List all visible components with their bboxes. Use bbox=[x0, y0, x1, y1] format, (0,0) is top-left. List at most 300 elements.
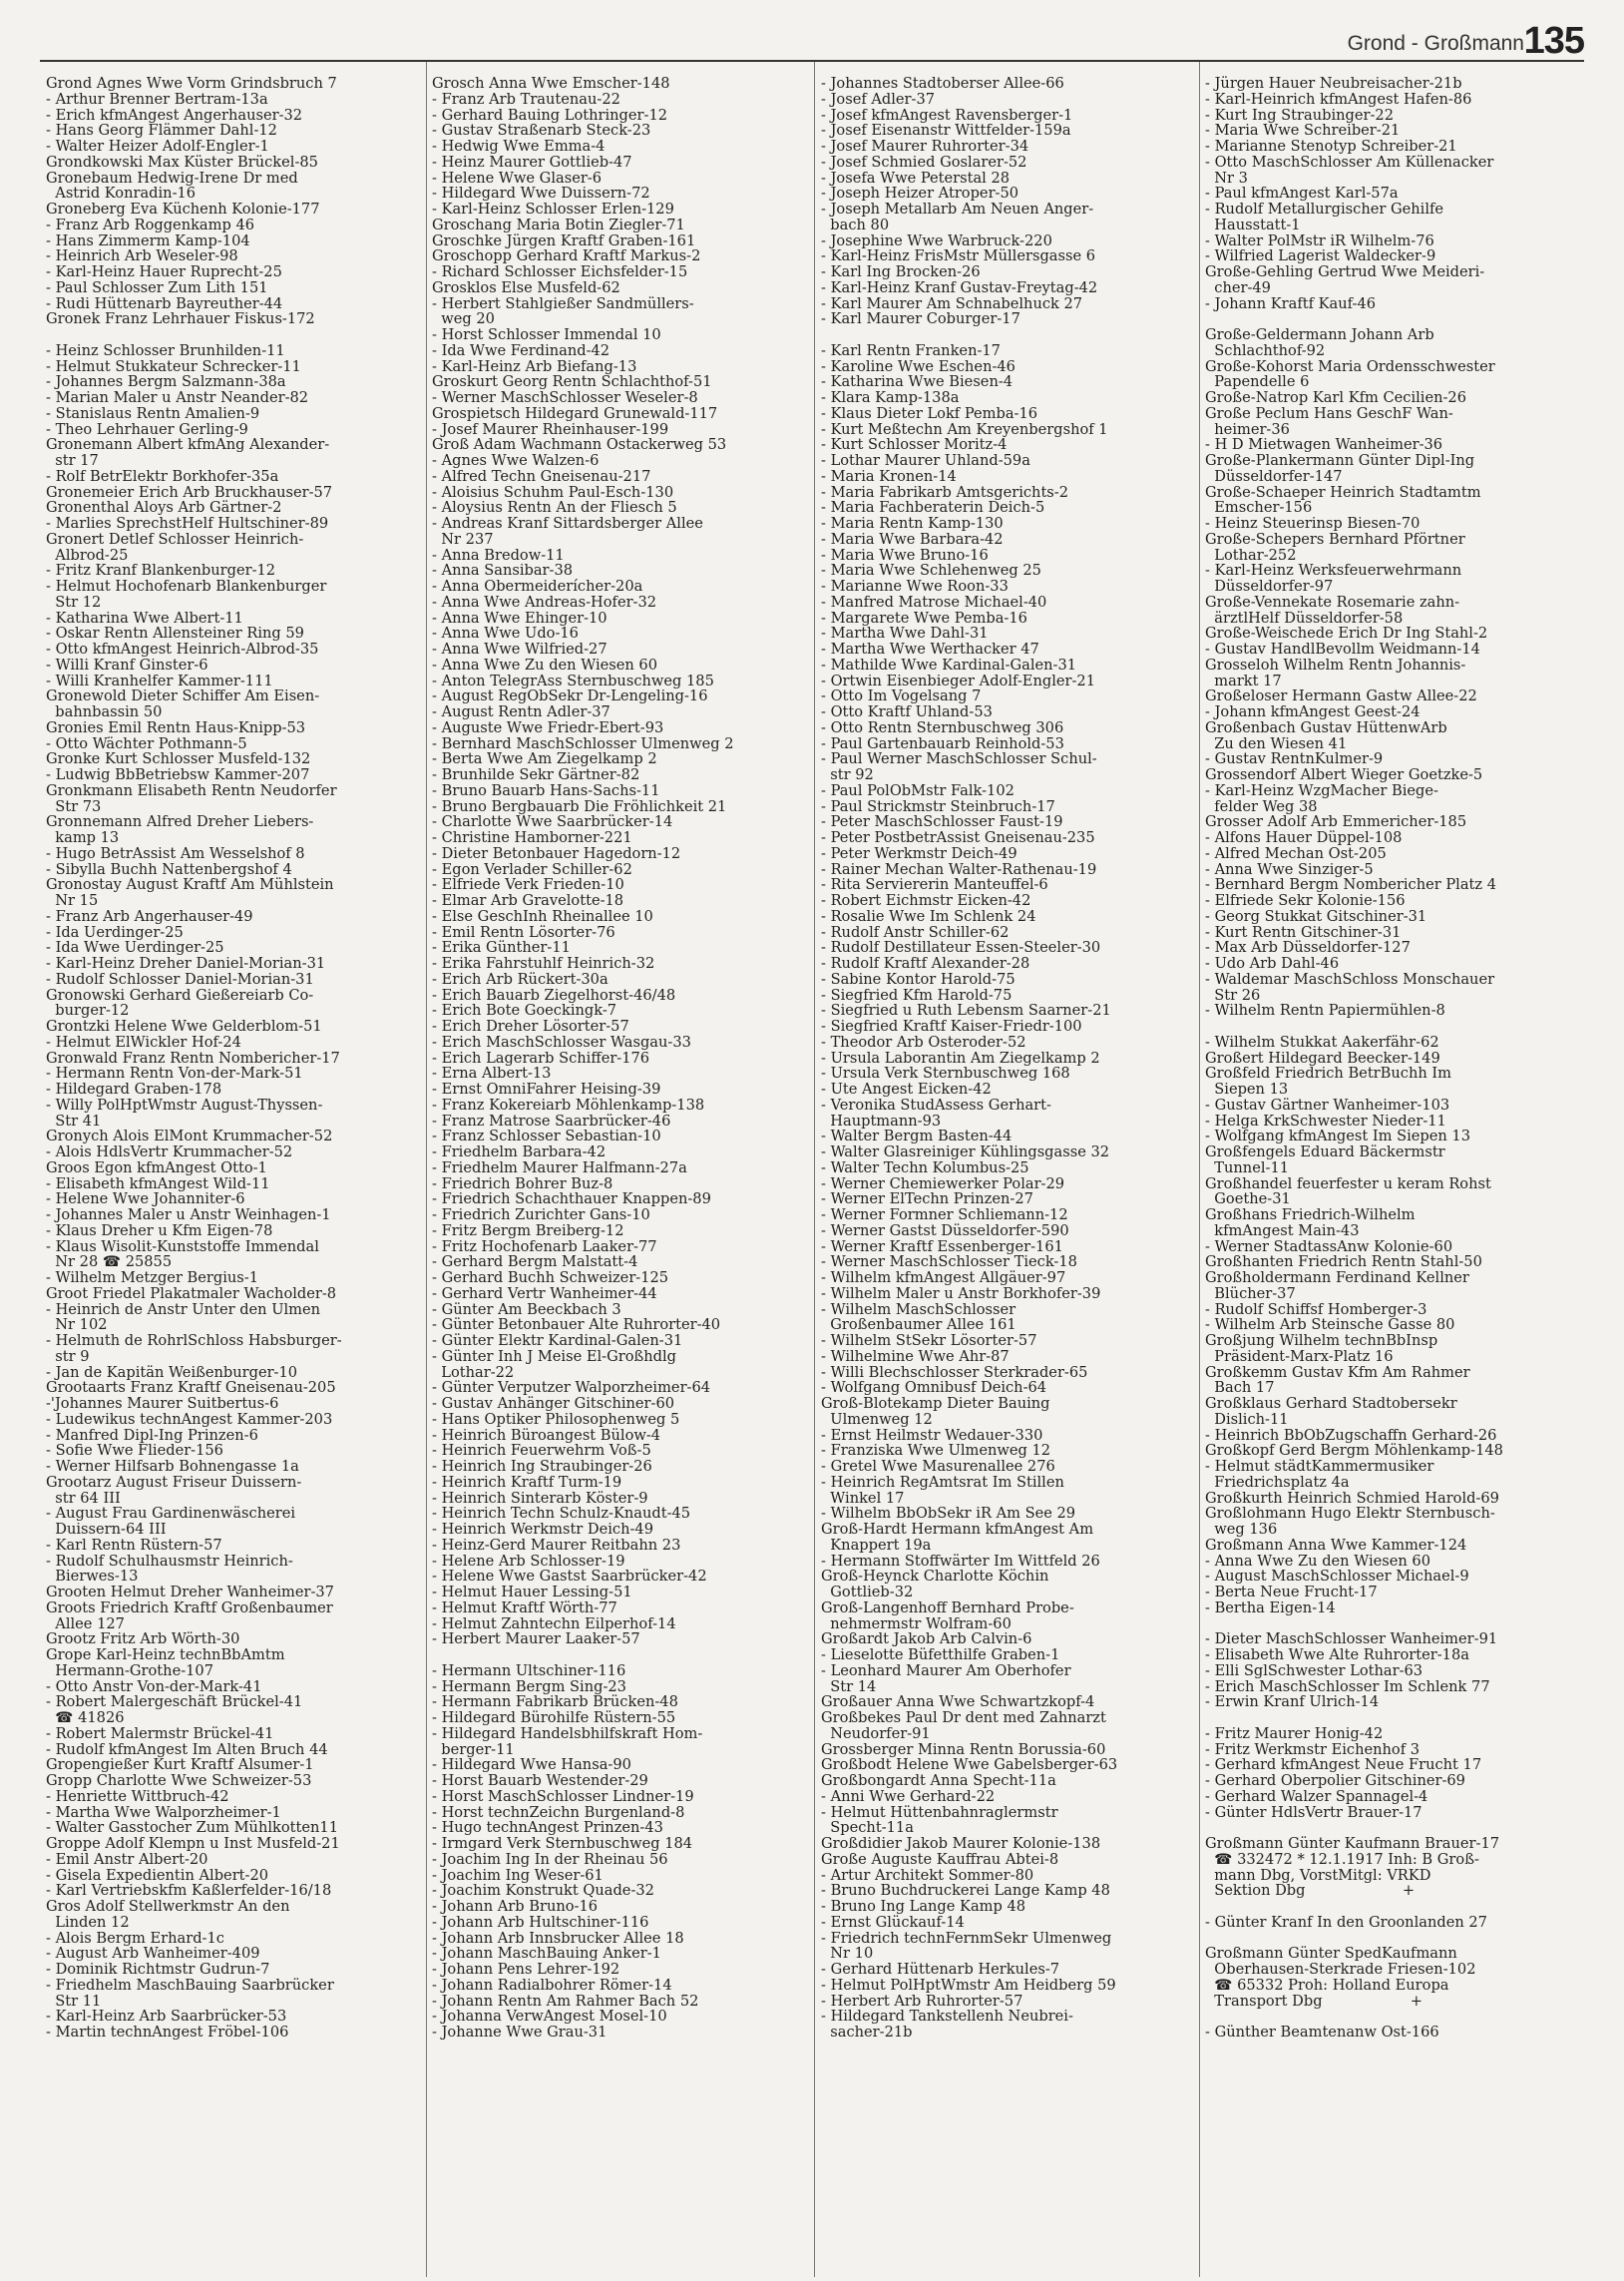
directory-entry: - Oskar Rentn Allensteiner Ring 59 bbox=[46, 626, 304, 642]
directory-entry: - Gerhard Bauing Lothringer-12 bbox=[432, 107, 668, 124]
directory-entry: - Helmut Hüttenbahnraglermstr bbox=[821, 1804, 1058, 1821]
directory-entry: - Franz Matrose Saarbrücker-46 bbox=[432, 1113, 671, 1130]
directory-entry: Gottlieb-32 bbox=[821, 1585, 914, 1600]
directory-entry: - Anna Wwe Sinziger-5 bbox=[1205, 861, 1374, 878]
directory-entry: Düsseldorfer-97 bbox=[1205, 579, 1334, 595]
directory-entry: - Georg Stukkat Gitschiner-31 bbox=[1205, 908, 1427, 925]
directory-entry: - Martha Wwe Walporzheimer-1 bbox=[46, 1804, 281, 1821]
directory-entry: - Wilfried Lagerist Waldecker-9 bbox=[1205, 248, 1436, 264]
directory-entry: - Wilhelm Metzger Bergius-1 bbox=[46, 1270, 259, 1286]
directory-entry: - Klaus Dieter Lokf Pemba-16 bbox=[821, 405, 1038, 422]
directory-entry: - Siegfried u Ruth Lebensm Saarner-21 bbox=[821, 1003, 1111, 1019]
directory-entry: - August Rentn Adler-37 bbox=[432, 704, 610, 720]
directory-entry: Großkopf Gerd Bergm Möhlenkamp-148 bbox=[1205, 1443, 1503, 1459]
directory-entry: - Franz Kokereiarb Möhlenkamp-138 bbox=[432, 1097, 705, 1114]
directory-entry: - Friedrich technFernmSekr Ulmenweg bbox=[821, 1930, 1112, 1947]
directory-entry: - Robert Malergeschäft Brückel-41 bbox=[46, 1694, 303, 1710]
directory-entry: - Egon Verlader Schiller-62 bbox=[432, 861, 632, 878]
directory-entry: - Wilhelm StSekr Lösorter-57 bbox=[821, 1333, 1037, 1349]
directory-entry: Knappert 19a bbox=[821, 1537, 932, 1554]
directory-entry: - Ida Wwe Uerdinger-25 bbox=[46, 940, 224, 956]
directory-entry: - Katharina Wwe Albert-11 bbox=[46, 610, 243, 627]
directory-entry: - Heinrich BbObZugschaffn Gerhard-26 bbox=[1205, 1427, 1497, 1444]
directory-entry: Str 12 bbox=[46, 594, 102, 611]
directory-entry: - Hans Zimmerm Kamp-104 bbox=[46, 232, 250, 249]
directory-entry: - Anna Wwe Zu den Wiesen 60 bbox=[1205, 1553, 1430, 1570]
directory-entry: - Franz Schlosser Sebastian-10 bbox=[432, 1129, 661, 1144]
directory-entry: - Gerhard kfmAngest Neue Frucht 17 bbox=[1205, 1757, 1482, 1773]
directory-entry: Große Auguste Kauffrau Abtei-8 bbox=[821, 1851, 1059, 1868]
directory-entry: - Heinz Schlosser Brunhilden-11 bbox=[46, 342, 285, 359]
directory-entry: - Peter Werkmstr Deich-49 bbox=[821, 845, 1017, 862]
directory-entry: Großbodt Helene Wwe Gabelsberger-63 bbox=[821, 1757, 1118, 1773]
directory-entry: - Joseph Metallarb Am Neuen Anger- bbox=[821, 202, 1094, 218]
directory-entry: Papendelle 6 bbox=[1205, 374, 1310, 390]
directory-entry: - Maria Kronen-14 bbox=[821, 468, 957, 485]
directory-entry: Gronies Emil Rentn Haus-Knipp-53 bbox=[46, 719, 306, 736]
directory-entry: - Josef Maurer Rheinhauser-199 bbox=[432, 421, 669, 438]
directory-entry: - Heinrich Sinterarb Köster-9 bbox=[432, 1490, 648, 1507]
directory-entry: - Heinrich de Anstr Unter den Ulmen bbox=[46, 1301, 321, 1318]
directory-entry: - Marian Maler u Anstr Neander-82 bbox=[46, 390, 309, 406]
directory-entry: - Ida Uerdinger-25 bbox=[46, 924, 184, 941]
directory-entry: - Kurt Rentn Gitschiner-31 bbox=[1205, 924, 1402, 941]
directory-entry: Siepen 13 bbox=[1205, 1082, 1289, 1098]
directory-entry: Groneberg Eva Küchenh Kolonie-177 bbox=[46, 202, 320, 218]
directory-entry: - Else GeschInh Rheinallee 10 bbox=[432, 908, 653, 925]
directory-entry: Ulmenweg 12 bbox=[821, 1411, 933, 1428]
directory-entry: Großert Hildegard Beecker-149 bbox=[1205, 1050, 1440, 1067]
directory-entry: - Horst MaschSchlosser Lindner-19 bbox=[432, 1788, 694, 1805]
directory-entry: Großfeld Friedrich BetrBuchh Im bbox=[1205, 1066, 1451, 1082]
directory-entry: Grospietsch Hildegard Grunewald-117 bbox=[432, 405, 718, 422]
directory-entry: - Theodor Arb Osteroder-52 bbox=[821, 1034, 1026, 1051]
directory-entry: - Wilhelm MaschSchlosser bbox=[821, 1301, 1016, 1318]
directory-entry: - Werner Chemiewerker Polar-29 bbox=[821, 1175, 1065, 1192]
directory-entry: - Werner Gastst Düsseldorfer-590 bbox=[821, 1222, 1069, 1239]
directory-entry: - Willi Kranhelfer Kammer-111 bbox=[46, 673, 273, 689]
directory-entry: - Ernst OmniFahrer Heising-39 bbox=[432, 1082, 661, 1098]
directory-entry: Grosch Anna Wwe Emscher-148 bbox=[432, 76, 670, 92]
directory-entry: Gropp Charlotte Wwe Schweizer-53 bbox=[46, 1773, 312, 1789]
directory-entry: Nr 10 bbox=[821, 1946, 874, 1962]
directory-entry: - Auguste Wwe Friedr-Ebert-93 bbox=[432, 719, 664, 736]
directory-entry: Groots Friedrich Kraftf Großenbaumer bbox=[46, 1599, 333, 1616]
directory-entry: - Karl-Heinz Kranf Gustav-Freytag-42 bbox=[821, 279, 1098, 296]
directory-entry: Großmann Günter Kaufmann Brauer-17 bbox=[1205, 1836, 1500, 1852]
directory-entry: - Heinrich Feuerwehrm Voß-5 bbox=[432, 1443, 651, 1459]
directory-entry: - August MaschSchlosser Michael-9 bbox=[1205, 1569, 1469, 1585]
directory-entry: Groschang Maria Botin Ziegler-71 bbox=[432, 217, 685, 233]
directory-entry: - Johanne Wwe Grau-31 bbox=[432, 2025, 608, 2041]
directory-entry: - Anna Obermeiderícher-20a bbox=[432, 579, 643, 595]
page-number: 135 bbox=[1523, 20, 1584, 62]
directory-entry: mann Dbg, VorstMitgl: VRKD bbox=[1205, 1867, 1431, 1884]
directory-entry: Nr 237 bbox=[432, 531, 494, 548]
directory-entry: - Erich MaschSchlosser Im Schlenk 77 bbox=[1205, 1678, 1490, 1695]
directory-entry: - Irmgard Verk Sternbuschweg 184 bbox=[432, 1836, 693, 1852]
directory-entry: - Helmut Hochofenarb Blankenburger bbox=[46, 579, 327, 595]
directory-entry: - Sibylla Buchh Nattenbergshof 4 bbox=[46, 861, 292, 878]
directory-entry: - Anna Sansibar-38 bbox=[432, 563, 574, 579]
directory-entry: - Paul Schlosser Zum Lith 151 bbox=[46, 279, 268, 296]
directory-entry: - Hildegard Wwe Duissern-72 bbox=[432, 186, 650, 202]
directory-entry: - Anna Wwe Ehinger-10 bbox=[432, 610, 608, 627]
directory-entry: Gronert Detlef Schlosser Heinrich- bbox=[46, 531, 304, 548]
directory-entry: - Herbert Arb Ruhrorter-57 bbox=[821, 1993, 1023, 2010]
directory-entry: - Helmut Zahntechn Eilperhof-14 bbox=[432, 1615, 676, 1632]
directory-entry: - Elfriede Sekr Kolonie-156 bbox=[1205, 893, 1406, 909]
directory-entry: - Johann MaschBauing Anker-1 bbox=[432, 1946, 661, 1962]
directory-entry: - Elisabeth Wwe Alte Ruhrorter-18a bbox=[1205, 1647, 1469, 1663]
directory-entry: - Karl-Heinz Werksfeuerwehrmann bbox=[1205, 563, 1462, 579]
directory-entry: - Hildegard Tankstellenh Neubrei- bbox=[821, 2009, 1073, 2025]
directory-entry: - Helene Arb Schlosser-19 bbox=[432, 1553, 625, 1570]
directory-entry: - Günter Am Beeckbach 3 bbox=[432, 1301, 621, 1318]
directory-entry: - Johann Rentn Am Rahmer Bach 52 bbox=[432, 1993, 699, 2010]
directory-entry: - Hedwig Wwe Emma-4 bbox=[432, 139, 606, 155]
directory-entry: Gropengießer Kurt Kraftf Alsumer-1 bbox=[46, 1757, 314, 1773]
directory-entry: - Hermann Stoffwärter Im Wittfeld 26 bbox=[821, 1553, 1100, 1570]
directory-entry: Groppe Adolf Klempn u Inst Musfeld-21 bbox=[46, 1836, 340, 1852]
directory-entry: Große-Schaeper Heinrich Stadtamtm bbox=[1205, 484, 1481, 501]
directory-entry: burger-12 bbox=[46, 1003, 130, 1019]
directory-entry: - Udo Arb Dahl-46 bbox=[1205, 956, 1340, 972]
directory-entry: - Günter Betonbauer Alte Ruhrorter-40 bbox=[432, 1317, 721, 1333]
directory-entry: - Wilhelm Maler u Anstr Borkhofer-39 bbox=[821, 1285, 1101, 1302]
directory-entry: - August Arb Wanheimer-409 bbox=[46, 1946, 260, 1962]
directory-entry: markt 17 bbox=[1205, 673, 1282, 689]
directory-entry: - Mathilde Wwe Kardinal-Galen-31 bbox=[821, 657, 1077, 674]
directory-entry: - Ida Wwe Ferdinand-42 bbox=[432, 342, 610, 359]
directory-entry: - Theo Lehrhauer Gerling-9 bbox=[46, 421, 248, 438]
directory-entry: - Karl-Heinz Arb Saarbrücker-53 bbox=[46, 2009, 287, 2025]
directory-entry: - Henriette Wittbruch-42 bbox=[46, 1788, 229, 1805]
directory-entry: - Karl-Heinrich kfmAngest Hafen-86 bbox=[1205, 91, 1472, 108]
directory-entry: - Elisabeth kfmAngest Wild-11 bbox=[46, 1175, 270, 1192]
directory-entry: Großjung Wilhelm technBbInsp bbox=[1205, 1333, 1438, 1349]
directory-entry: - Gustav HandlBevollm Weidmann-14 bbox=[1205, 642, 1480, 658]
directory-entry: - Gerhard Oberpolier Gitschiner-69 bbox=[1205, 1773, 1465, 1789]
directory-entry: str 17 bbox=[46, 453, 99, 469]
directory-entry: - Hildegard Bürohilfe Rüstern-55 bbox=[432, 1710, 676, 1726]
directory-entry: Großdidier Jakob Maurer Kolonie-138 bbox=[821, 1836, 1101, 1852]
directory-entry: sacher-21b bbox=[821, 2025, 913, 2041]
directory-entry: Grossendorf Albert Wieger Goetzke-5 bbox=[1205, 767, 1483, 783]
directory-entry: - Walter Techn Kolumbus-25 bbox=[821, 1159, 1029, 1176]
directory-entry: Großauer Anna Wwe Schwartzkopf-4 bbox=[821, 1694, 1095, 1710]
directory-entry: - Siegfried Kfm Harold-75 bbox=[821, 987, 1013, 1004]
directory-entry: - Emil Rentn Lösorter-76 bbox=[432, 924, 615, 941]
directory-entry: Großenbaumer Allee 161 bbox=[821, 1317, 1016, 1333]
directory-entry: weg 20 bbox=[432, 311, 495, 327]
directory-entry: berger-11 bbox=[432, 1741, 515, 1758]
directory-entry: Specht-11a bbox=[821, 1820, 914, 1836]
directory-entry: - Sabine Kontor Harold-75 bbox=[821, 971, 1015, 988]
directory-entry: Grope Karl-Heinz technBbAmtm bbox=[46, 1647, 285, 1663]
directory-entry: - Gisela Expedientin Albert-20 bbox=[46, 1867, 269, 1884]
directory-entry: - Kurt Ing Straubinger-22 bbox=[1205, 107, 1394, 124]
directory-entry: - Wolfgang Omnibusf Deich-64 bbox=[821, 1380, 1047, 1396]
directory-entry: - Rudolf Destillateur Essen-Steeler-30 bbox=[821, 940, 1101, 956]
directory-entry: Nr 3 bbox=[1205, 170, 1248, 187]
directory-entry: - Alfred Techn Gneisenau-217 bbox=[432, 468, 651, 485]
directory-entry: - Friedhelm MaschBauing Saarbrücker bbox=[46, 1977, 334, 1994]
directory-entry: Duissern-64 III bbox=[46, 1522, 167, 1538]
directory-entry: - Franz Arb Angerhauser-49 bbox=[46, 908, 253, 925]
directory-entry: - Hugo BetrAssist Am Wesselshof 8 bbox=[46, 845, 305, 862]
directory-entry: - Fritz Hochofenarb Laaker-77 bbox=[432, 1238, 657, 1255]
directory-entry: - Otto Wächter Pothmann-5 bbox=[46, 735, 247, 752]
directory-entry: - Anna Wwe Udo-16 bbox=[432, 626, 579, 642]
directory-entry: - Karl-Heinz FrisMstr Müllersgasse 6 bbox=[821, 248, 1096, 264]
directory-entry: - Rudolf Metallurgischer Gehilfe bbox=[1205, 202, 1444, 218]
directory-entry: - Erna Albert-13 bbox=[432, 1066, 552, 1082]
directory-entry: - Alfred Mechan Ost-205 bbox=[1205, 845, 1387, 862]
directory-entry: - Klaus Wisolit-Kunststoffe Immendal bbox=[46, 1238, 319, 1255]
directory-entry: - Helmut Kraftf Wörth-77 bbox=[432, 1599, 617, 1616]
directory-entry: - Karl Ing Brocken-26 bbox=[821, 264, 981, 280]
directory-entry: - Maria Rentn Kamp-130 bbox=[821, 516, 1004, 532]
directory-entry: - Heinz Maurer Gottlieb-47 bbox=[432, 154, 632, 171]
directory-entry: str 9 bbox=[46, 1348, 90, 1365]
directory-entry: - Karl-Heinz Dreher Daniel-Morian-31 bbox=[46, 956, 326, 972]
directory-entry: - Helene Wwe Gastst Saarbrücker-42 bbox=[432, 1569, 707, 1585]
directory-entry: Großardt Jakob Arb Calvin-6 bbox=[821, 1631, 1032, 1647]
directory-entry: - Paul Strickmstr Steinbruch-17 bbox=[821, 798, 1055, 815]
directory-entry: - Karl Rentn Franken-17 bbox=[821, 342, 1001, 359]
directory-entry: Großhanten Friedrich Rentn Stahl-50 bbox=[1205, 1254, 1482, 1270]
directory-entry: - Karl-Heinz Schlosser Erlen-129 bbox=[432, 202, 674, 218]
directory-entry: - Richard Schlosser Eichsfelder-15 bbox=[432, 264, 688, 280]
directory-entry: - Rudolf Schlosser Daniel-Morian-31 bbox=[46, 971, 314, 988]
directory-entry: - Rainer Mechan Walter-Rathenau-19 bbox=[821, 861, 1097, 878]
directory-entry: - Stanislaus Rentn Amalien-9 bbox=[46, 405, 260, 422]
directory-entry: - Waldemar MaschSchloss Monschauer bbox=[1205, 971, 1495, 988]
directory-entry: Neudorfer-91 bbox=[821, 1725, 931, 1742]
directory-entry: - Margarete Wwe Pemba-16 bbox=[821, 610, 1027, 627]
directory-entry: - Ortwin Eisenbieger Adolf-Engler-21 bbox=[821, 673, 1095, 689]
directory-entry: Grondkowski Max Küster Brückel-85 bbox=[46, 154, 318, 171]
directory-entry: - Elli SglSchwester Lothar-63 bbox=[1205, 1662, 1423, 1679]
directory-entry: - Rudolf kfmAngest Im Alten Bruch 44 bbox=[46, 1741, 328, 1758]
directory-entry: - Hermann Fabrikarb Brücken-48 bbox=[432, 1694, 678, 1710]
directory-entry: Albrod-25 bbox=[46, 547, 129, 564]
directory-entry: Oberhausen-Sterkrade Friesen-102 bbox=[1205, 1962, 1476, 1978]
directory-entry: Blücher-37 bbox=[1205, 1285, 1296, 1302]
directory-entry: - Maria Wwe Schreiber-21 bbox=[1205, 123, 1401, 139]
directory-entry bbox=[432, 1647, 815, 1663]
directory-entry: - Gretel Wwe Masurenallee 276 bbox=[821, 1459, 1055, 1475]
directory-entry: Großbongardt Anna Specht-11a bbox=[821, 1773, 1056, 1789]
directory-entry: - Hildegard Wwe Hansa-90 bbox=[432, 1757, 631, 1773]
directory-entry bbox=[1205, 1899, 1584, 1915]
directory-entry: - H D Mietwagen Wanheimer-36 bbox=[1205, 437, 1443, 453]
directory-entry: - Berta Neue Frucht-17 bbox=[1205, 1585, 1378, 1600]
directory-entry: Groß-Hardt Hermann kfmAngest Am bbox=[821, 1522, 1094, 1538]
directory-entry: - Karl Vertriebskfm Kaßlerfelder-16/18 bbox=[46, 1883, 332, 1899]
directory-entry: - Alois HdlsVertr Krummacher-52 bbox=[46, 1144, 293, 1160]
directory-entry: Emscher-156 bbox=[1205, 500, 1313, 516]
directory-entry: - Horst technZeichn Burgenland-8 bbox=[432, 1804, 685, 1821]
directory-entry: - Bernhard Bergm Nombericher Platz 4 bbox=[1205, 877, 1497, 893]
directory-entry: - Heinrich Büroangest Bülow-4 bbox=[432, 1427, 661, 1444]
directory-entry: Nr 15 bbox=[46, 893, 99, 909]
directory-entry: Große-Gehling Gertrud Wwe Meideri- bbox=[1205, 264, 1485, 280]
directory-entry: - Arthur Brenner Bertram-13a bbox=[46, 91, 268, 108]
directory-entry: - Erich MaschSchlosser Wasgau-33 bbox=[432, 1034, 691, 1051]
directory-entry: - Gerhard Vertr Wanheimer-44 bbox=[432, 1285, 657, 1302]
directory-entry bbox=[1205, 1710, 1584, 1726]
directory-entry: - Marianne Wwe Roon-33 bbox=[821, 579, 1009, 595]
directory-entry: - Friedrich Schachthauer Knappen-89 bbox=[432, 1191, 711, 1207]
directory-entry: - Hildegard Handelsbhilfskraft Hom- bbox=[432, 1725, 703, 1742]
directory-entry: Große-Geldermann Johann Arb bbox=[1205, 327, 1434, 343]
directory-entry: Großholdermann Ferdinand Kellner bbox=[1205, 1270, 1469, 1286]
directory-entry: - Katharina Wwe Biesen-4 bbox=[821, 374, 1014, 390]
directory-entry: Tunnel-11 bbox=[1205, 1159, 1290, 1176]
directory-entry: - Kurt Schlosser Moritz-4 bbox=[821, 437, 1008, 453]
directory-entry: - Alois Bergm Erhard-1c bbox=[46, 1930, 224, 1947]
directory-entry: - August Frau Gardinenwäscherei bbox=[46, 1506, 296, 1522]
directory-entry: Groschopp Gerhard Kraftf Markus-2 bbox=[432, 248, 701, 264]
directory-entry: - Johann Arb Bruno-16 bbox=[432, 1899, 599, 1915]
directory-entry: - Günter Elektr Kardinal-Galen-31 bbox=[432, 1333, 683, 1349]
directory-entry: - Horst Bauarb Westender-29 bbox=[432, 1773, 648, 1789]
directory-entry: Gronkmann Elisabeth Rentn Neudorfer bbox=[46, 782, 337, 799]
directory-entry: - Rudi Hüttenarb Bayreuther-44 bbox=[46, 295, 283, 312]
directory-entry: - Aloysius Rentn An der Fliesch 5 bbox=[432, 500, 677, 516]
directory-entry: - Heinrich Ing Straubinger-26 bbox=[432, 1459, 652, 1475]
directory-entry: Großfengels Eduard Bäckermstr bbox=[1205, 1144, 1445, 1160]
directory-entry: Gronych Alois ElMont Krummacher-52 bbox=[46, 1129, 333, 1144]
directory-entry: - Jürgen Hauer Neubreisacher-21b bbox=[1205, 76, 1462, 92]
directory-entry: str 92 bbox=[821, 767, 874, 783]
directory-entry: ☎ 332472 * 12.1.1917 Inh: B Groß- bbox=[1205, 1851, 1479, 1868]
directory-entry: - Hildegard Graben-178 bbox=[46, 1082, 222, 1098]
directory-entry: Linden 12 bbox=[46, 1914, 130, 1931]
directory-entry: Gros Adolf Stellwerkmstr An den bbox=[46, 1899, 290, 1915]
directory-entry: - Wilhelm Stukkat Aakerfähr-62 bbox=[1205, 1034, 1439, 1051]
directory-entry: - Wilhelmine Wwe Ahr-87 bbox=[821, 1348, 1010, 1365]
directory-entry: - Herbert Maurer Laaker-57 bbox=[432, 1631, 640, 1647]
directory-entry: Gronke Kurt Schlosser Musfeld-132 bbox=[46, 751, 311, 767]
directory-entry: - Peter MaschSchlosser Faust-19 bbox=[821, 814, 1063, 830]
directory-entry: Groskurt Georg Rentn Schlachthof-51 bbox=[432, 374, 712, 390]
directory-entry: - Anna Wwe Andreas-Hofer-32 bbox=[432, 594, 657, 611]
directory-entry: - Robert Eichmstr Eicken-42 bbox=[821, 893, 1031, 909]
directory-entry: - Paul Werner MaschSchlosser Schul- bbox=[821, 751, 1097, 767]
directory-entry: Allee 127 bbox=[46, 1615, 125, 1632]
directory-entry: - Karl-Heinz Arb Biefang-13 bbox=[432, 358, 637, 375]
directory-entry: Grosser Adolf Arb Emmericher-185 bbox=[1205, 814, 1467, 830]
directory-entry: Friedrichsplatz 4a bbox=[1205, 1474, 1350, 1491]
directory-entry: - Alfons Hauer Düppel-108 bbox=[1205, 830, 1403, 846]
directory-entry: - Willi Kranf Ginster-6 bbox=[46, 657, 208, 674]
directory-entry: Große-Weischede Erich Dr Ing Stahl-2 bbox=[1205, 626, 1488, 642]
directory-entry: Gronwald Franz Rentn Nombericher-17 bbox=[46, 1050, 340, 1067]
directory-entry: - Johannes Maler u Anstr Weinhagen-1 bbox=[46, 1207, 331, 1223]
directory-entry: - Wolfgang kfmAngest Im Siepen 13 bbox=[1205, 1129, 1470, 1144]
directory-entry: Winkel 17 bbox=[821, 1490, 905, 1507]
directory-entry: Großbekes Paul Dr dent med Zahnarzt bbox=[821, 1710, 1106, 1726]
directory-entry: - Johann Radialbohrer Römer-14 bbox=[432, 1977, 672, 1994]
directory-entry: Große-Natrop Karl Kfm Cecilien-26 bbox=[1205, 390, 1466, 406]
directory-entry: Große-Plankermann Günter Dipl-Ing bbox=[1205, 453, 1475, 469]
directory-entry: - Christine Hamborner-221 bbox=[432, 830, 632, 846]
directory-entry: - Otto Rentn Sternbuschweg 306 bbox=[821, 719, 1064, 736]
directory-entry: Großhandel feuerfester u keram Rohst bbox=[1205, 1175, 1491, 1192]
directory-entry: - Bruno Bergbauarb Die Fröhlichkeit 21 bbox=[432, 798, 727, 815]
directory-entry: - Bruno Ing Lange Kamp 48 bbox=[821, 1899, 1026, 1915]
directory-entry: - Fritz Werkmstr Eichenhof 3 bbox=[1205, 1741, 1421, 1758]
directory-entry: Große-Kohorst Maria Ordensschwester bbox=[1205, 358, 1495, 375]
directory-entry: Dislich-11 bbox=[1205, 1411, 1289, 1428]
directory-entry: - Erwin Kranf Ulrich-14 bbox=[1205, 1694, 1380, 1710]
directory-entry: - Josef Schmied Goslarer-52 bbox=[821, 154, 1027, 171]
directory-entry: - Josef kfmAngest Ravensberger-1 bbox=[821, 107, 1073, 124]
directory-entry: - Kurt Meßtechn Am Kreyenbergshof 1 bbox=[821, 421, 1108, 438]
directory-entry: - Walter Gasstocher Zum Mühlkotten11 bbox=[46, 1820, 338, 1836]
directory-entry: - Klaus Dreher u Kfm Eigen-78 bbox=[46, 1222, 273, 1239]
directory-entry: - Heinz Steuerinsp Biesen-70 bbox=[1205, 516, 1421, 532]
directory-entry: - Maria Wwe Schlehenweg 25 bbox=[821, 563, 1041, 579]
directory-entry: - Herbert Stahlgießer Sandmüllers- bbox=[432, 295, 694, 312]
directory-entry: - Martha Wwe Werthacker 47 bbox=[821, 642, 1039, 658]
directory-entry: - Johann Arb Innsbrucker Allee 18 bbox=[432, 1930, 684, 1947]
directory-entry: - Erich Dreher Lösorter-57 bbox=[432, 1019, 629, 1035]
directory-entry: - Günter HdlsVertr Brauer-17 bbox=[1205, 1804, 1422, 1821]
directory-entry: - Martin technAngest Fröbel-106 bbox=[46, 2025, 289, 2041]
directory-entry: - Wilhelm BbObSekr iR Am See 29 bbox=[821, 1506, 1076, 1522]
directory-entry: - Elfriede Verk Frieden-10 bbox=[432, 877, 624, 893]
directory-entry: - Berta Wwe Am Ziegelkamp 2 bbox=[432, 751, 657, 767]
directory-entry: - Friedhelm Barbara-42 bbox=[432, 1144, 607, 1160]
directory-entry: - Gustav Anhänger Gitschiner-60 bbox=[432, 1396, 675, 1412]
directory-entry bbox=[1205, 1616, 1584, 1632]
directory-entry: - Werner Formner Schliemann-12 bbox=[821, 1207, 1068, 1223]
header-name-range: Grond - Großmann bbox=[1347, 32, 1524, 55]
directory-entry: Große-Vennekate Rosemarie zahn- bbox=[1205, 594, 1460, 611]
directory-entry: - Andreas Kranf Sittardsberger Allee bbox=[432, 516, 703, 532]
directory-entry: - Werner ElTechn Prinzen-27 bbox=[821, 1191, 1033, 1207]
directory-entry: - August RegObSekr Dr-Lengeling-16 bbox=[432, 688, 708, 704]
directory-entry: Großeloser Hermann Gastw Allee-22 bbox=[1205, 688, 1477, 704]
directory-entry: Grootaarts Franz Kraftf Gneisenau-205 bbox=[46, 1380, 336, 1396]
directory-entry: Groß-Heynck Charlotte Köchin bbox=[821, 1569, 1049, 1585]
directory-entry: Großhans Friedrich-Wilhelm bbox=[1205, 1207, 1416, 1223]
directory-entry bbox=[1205, 311, 1584, 327]
directory-entry: - Johannes Stadtoberser Allee-66 bbox=[821, 76, 1064, 92]
directory-entry: - Karl Maurer Coburger-17 bbox=[821, 311, 1020, 327]
directory-entry: Präsident-Marx-Platz 16 bbox=[1205, 1348, 1394, 1365]
directory-entry: - Johann kfmAngest Geest-24 bbox=[1205, 704, 1421, 720]
directory-entry: Transport Dbg + bbox=[1205, 1993, 1422, 2010]
page-header bbox=[40, 20, 1584, 62]
directory-entry: - Karl Maurer Am Schnabelhuck 27 bbox=[821, 295, 1083, 312]
directory-entry: Große Peclum Hans GeschF Wan- bbox=[1205, 405, 1453, 422]
directory-entry: Großmann Günter SpedKaufmann bbox=[1205, 1946, 1457, 1962]
directory-entry: Grossberger Minna Rentn Borussia-60 bbox=[821, 1741, 1106, 1758]
directory-entry: - Marianne Stenotyp Schreiber-21 bbox=[1205, 139, 1457, 155]
directory-entry: - Maria Wwe Bruno-16 bbox=[821, 547, 989, 564]
directory-entry: felder Weg 38 bbox=[1205, 798, 1318, 815]
directory-entry: - Horst Schlosser Immendal 10 bbox=[432, 327, 661, 343]
directory-entry: - Otto kfmAngest Heinrich-Albrod-35 bbox=[46, 642, 319, 658]
directory-entry: - Heinrich Werkmstr Deich-49 bbox=[432, 1522, 654, 1538]
directory-entry: - Lothar Maurer Uhland-59a bbox=[821, 453, 1030, 469]
directory-entry: - Walter Glasreiniger Kühlingsgasse 32 bbox=[821, 1144, 1110, 1160]
